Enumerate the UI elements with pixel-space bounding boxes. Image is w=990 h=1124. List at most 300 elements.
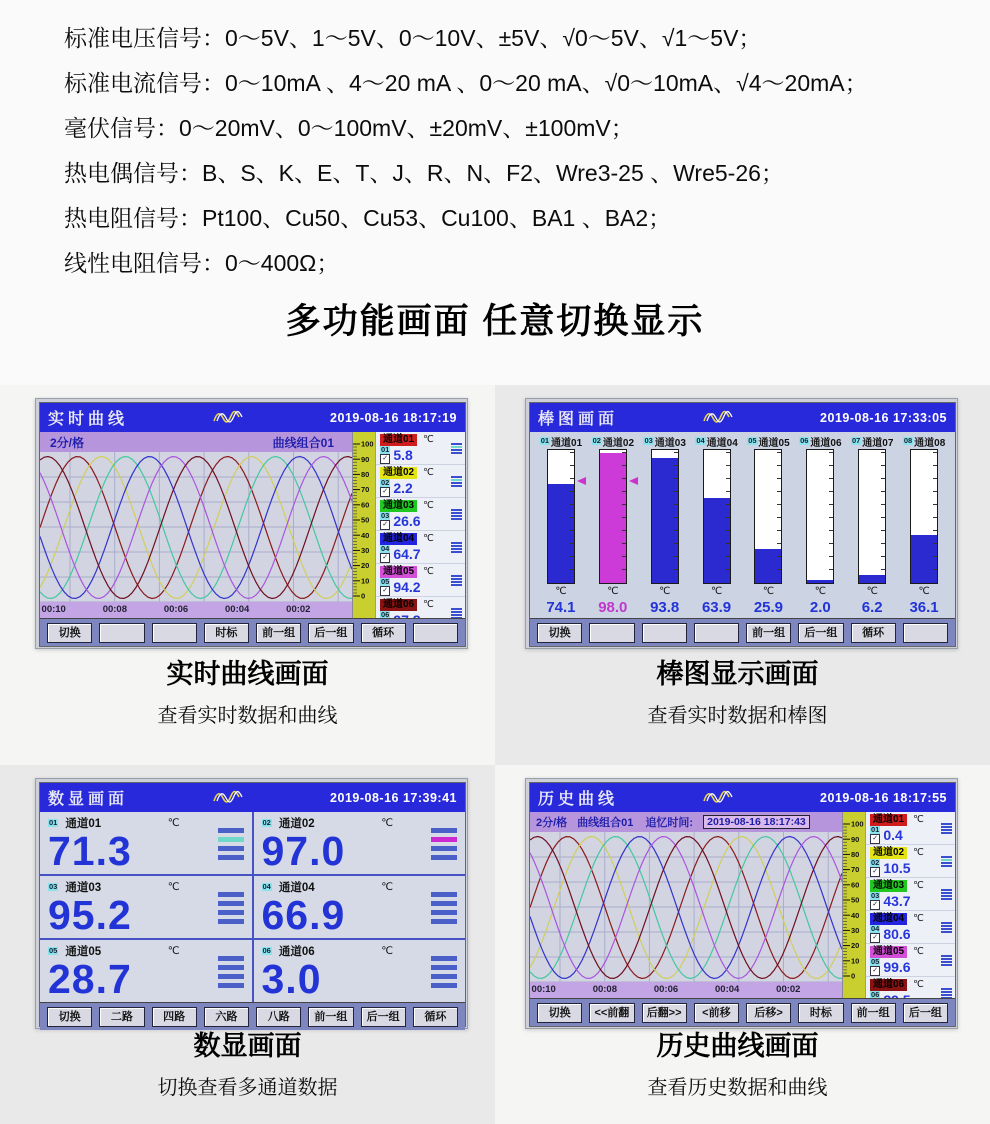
bar-button-6[interactable]: 循环	[851, 623, 896, 643]
channel-checkbox[interactable]: ✓	[380, 553, 390, 563]
bar-gauge	[754, 449, 782, 584]
spec-line	[64, 16, 868, 61]
caption-realtime	[35, 652, 460, 728]
channel-name-chip: 通道04	[380, 533, 417, 545]
digital-screen-body	[39, 782, 466, 1027]
channel-unit: ℃	[423, 467, 434, 478]
channel-unit: ℃	[423, 434, 434, 445]
bar-button-5[interactable]: 后一组	[798, 623, 843, 643]
channel-value: 64.7	[393, 545, 421, 562]
channel-name: 通道02	[278, 817, 315, 830]
bar-channel-column[interactable]	[640, 434, 690, 618]
channel-value: 0.4	[883, 826, 903, 843]
channel-main	[870, 912, 941, 942]
bar-ticks	[674, 452, 678, 581]
channel-header	[380, 598, 451, 611]
history-channel-row[interactable]	[866, 944, 955, 977]
channel-number: 04	[696, 436, 705, 445]
channel-checkbox[interactable]: ✓	[380, 520, 390, 530]
channel-value: 99.6	[883, 958, 911, 975]
digital-button-2[interactable]: 四路	[152, 1007, 197, 1027]
channel-unit: ℃	[423, 566, 434, 577]
bar-channel-header	[747, 434, 789, 448]
screen-title: 历史曲线	[538, 791, 619, 808]
bar-channel-column[interactable]	[744, 434, 794, 618]
channel-name: 通道01	[551, 437, 583, 449]
channel-value: 66.9	[261, 892, 346, 938]
recall-time-value[interactable]: 2019-08-16 18:17:43	[703, 815, 810, 829]
bar-button-bar	[530, 618, 955, 646]
channel-unit: ℃	[913, 946, 924, 957]
curve-group-label: 曲线组合01	[577, 817, 634, 829]
bar-value: 2.0	[809, 599, 831, 616]
channel-header	[380, 433, 451, 446]
bar-value: 63.9	[701, 599, 732, 616]
channel-number: 05	[748, 436, 757, 445]
bar-button-blank-3[interactable]	[694, 623, 739, 643]
digital-channel-cell[interactable]	[40, 876, 254, 938]
bar-channel-header	[540, 434, 582, 448]
bar-unit: ℃	[814, 586, 826, 597]
time-label: 00:02	[776, 984, 801, 995]
brand-wave-logo-icon	[212, 410, 246, 429]
digital-channel-cell[interactable]	[40, 940, 254, 1002]
bar-ticks	[622, 452, 626, 581]
channel-name-chip: 通道02	[380, 467, 417, 479]
bar-channel-header	[903, 434, 945, 448]
channel-name: 通道06	[810, 437, 842, 449]
channel-trend-icon	[451, 509, 462, 520]
channel-number: 06	[262, 945, 271, 955]
digital-button-7[interactable]: 循环	[413, 1007, 458, 1027]
realtime-button-bar	[40, 618, 465, 646]
channel-header	[870, 912, 941, 925]
history-channel-row[interactable]	[866, 845, 955, 878]
channel-number: 02	[592, 436, 601, 445]
brand-wave-logo-icon	[702, 410, 736, 429]
channel-header	[870, 879, 941, 892]
time-label: 00:04	[715, 984, 740, 995]
digital-row	[40, 876, 465, 940]
channel-value: 10.5	[883, 859, 911, 876]
history-button-1[interactable]: <<前翻	[589, 1003, 634, 1023]
bar-channel-header	[643, 434, 685, 448]
spec-label: 毫伏信号：	[64, 115, 179, 141]
section-headline: 多功能画面 任意切换显示	[285, 302, 705, 341]
channel-unit: ℃	[167, 816, 180, 829]
digital-cell-main	[48, 879, 214, 936]
bar-value: 93.8	[650, 599, 680, 616]
spec-value: 0～10mA 、4～20 mA 、0～20 mA、√0～10mA、√4～20mA；	[225, 70, 868, 96]
channel-number: 01	[540, 436, 550, 445]
channel-number: 06	[871, 989, 880, 999]
channel-main	[380, 466, 451, 496]
channel-name-chip: 通道06	[870, 979, 907, 991]
channel-trend-icon	[427, 815, 457, 872]
bar-unit: ℃	[659, 586, 671, 597]
screen-title: 棒图画面	[538, 411, 619, 428]
channel-value: 28.7	[48, 956, 132, 1002]
channel-header	[870, 846, 941, 859]
screen-title: 实时曲线	[48, 411, 129, 428]
channel-number: 01	[381, 444, 390, 454]
channel-trend-icon	[451, 443, 462, 454]
bar-channel-column[interactable]	[536, 434, 586, 618]
svg-text:70: 70	[851, 865, 860, 875]
spec-line	[64, 106, 868, 151]
bar-unit: ℃	[607, 586, 619, 597]
channel-number: 05	[871, 956, 880, 966]
realtime-button-3[interactable]: 时标	[204, 623, 249, 643]
channel-number: 04	[871, 923, 880, 933]
time-label: 00:02	[286, 604, 311, 615]
channel-num-block	[380, 446, 390, 464]
channel-name-chip: 通道02	[870, 847, 907, 859]
caption-title: 历史曲线画面	[656, 1031, 819, 1061]
channel-value-line	[870, 892, 941, 909]
realtime-channel-row[interactable]	[376, 432, 465, 465]
bar-unit: ℃	[866, 586, 878, 597]
bar-channel-header	[799, 434, 841, 448]
realtime-channel-row[interactable]	[376, 498, 465, 531]
channel-checkbox[interactable]: ✓	[380, 487, 390, 497]
history-title-bar	[530, 783, 955, 812]
bar-channel-column[interactable]	[847, 434, 897, 618]
screen-datetime: 2019-08-16 17:33:05	[820, 410, 947, 425]
channel-number: 03	[381, 510, 390, 520]
digital-channel-cell[interactable]	[254, 812, 466, 874]
realtime-channel-row[interactable]	[376, 465, 465, 498]
svg-text:20: 20	[851, 941, 860, 951]
history-channel-row[interactable]	[866, 911, 955, 944]
channel-num-block	[870, 892, 880, 910]
channel-unit: ℃	[913, 847, 924, 858]
signal-spec-list	[64, 16, 868, 286]
history-button-0[interactable]: 切换	[537, 1003, 582, 1023]
bar-screen-body	[529, 402, 956, 647]
channel-num-block	[380, 479, 390, 497]
svg-text:100: 100	[851, 819, 864, 829]
bar-ticks	[829, 452, 833, 581]
screen-datetime: 2019-08-16 17:39:41	[330, 790, 457, 805]
channel-trend-icon	[451, 542, 462, 553]
bar-channel-header	[695, 434, 737, 448]
digital-channel-cell[interactable]	[254, 940, 466, 1002]
channel-checkbox[interactable]: ✓	[870, 834, 880, 844]
history-button-3[interactable]: <前移	[694, 1003, 739, 1023]
history-button-5[interactable]: 时标	[798, 1003, 843, 1023]
channel-name-chip: 通道03	[380, 500, 417, 512]
realtime-screen-body	[39, 402, 466, 647]
bar-channel-column[interactable]	[899, 434, 949, 618]
spec-line	[64, 241, 868, 286]
bar-button-0[interactable]: 切换	[537, 623, 582, 643]
channel-main	[380, 532, 451, 562]
history-screen-body	[529, 782, 956, 1027]
channel-unit: ℃	[913, 880, 924, 891]
bar-gauge	[651, 449, 679, 584]
digital-button-6[interactable]: 后一组	[361, 1007, 406, 1027]
channel-value-line	[870, 958, 941, 975]
channel-header	[380, 499, 451, 512]
channel-header	[380, 466, 451, 479]
channel-trend-icon	[941, 856, 952, 867]
history-button-7[interactable]: 后一组	[903, 1003, 948, 1023]
bar-button-blank-1[interactable]	[589, 623, 634, 643]
channel-name-chip: 通道01	[870, 814, 907, 826]
channel-checkbox[interactable]: ✓	[870, 966, 880, 976]
channel-value-line	[380, 512, 451, 529]
channel-value-line	[380, 446, 451, 463]
caption-subtitle: 查看实时数据和棒图	[647, 705, 828, 727]
digital-button-5[interactable]: 前一组	[308, 1007, 353, 1027]
channel-name-chip: 通道06	[380, 599, 417, 611]
realtime-button-5[interactable]: 后一组	[308, 623, 353, 643]
bar-channel-column[interactable]	[795, 434, 845, 618]
svg-text:30: 30	[361, 546, 370, 555]
channel-value: 5.8	[393, 446, 413, 463]
history-curve-screen	[525, 778, 958, 1029]
channel-number: 06	[381, 609, 390, 619]
curve-info-band	[530, 812, 842, 832]
channel-trend-icon	[451, 575, 462, 586]
channel-unit: ℃	[423, 599, 434, 610]
channel-main	[380, 565, 451, 595]
digital-cell-main	[48, 943, 214, 1000]
channel-value: 43.7	[883, 892, 911, 909]
channel-main	[380, 499, 451, 529]
time-label: 00:08	[592, 984, 618, 995]
channel-value-line	[380, 578, 451, 595]
digital-button-3[interactable]: 六路	[204, 1007, 249, 1027]
svg-text:90: 90	[361, 454, 370, 464]
bar-ticks	[881, 452, 885, 581]
caption-title: 数显画面	[193, 1031, 302, 1061]
digital-button-0[interactable]: 切换	[47, 1007, 92, 1027]
channel-value: 97.0	[261, 828, 346, 874]
channel-name: 通道04	[706, 437, 738, 449]
bar-button-blank-7[interactable]	[903, 623, 948, 643]
bar-gauge	[703, 449, 731, 584]
channel-number: 05	[381, 576, 390, 586]
bar-unit: ℃	[555, 586, 567, 597]
bar-value: 25.9	[753, 599, 784, 616]
channel-main	[870, 945, 941, 975]
channel-unit: ℃	[381, 880, 393, 893]
channel-name: 通道04	[278, 881, 315, 894]
digital-button-1[interactable]: 二路	[99, 1007, 144, 1027]
bar-channel-column[interactable]	[692, 434, 742, 618]
bar-unit: ℃	[762, 586, 775, 597]
spec-label: 热电阻信号：	[64, 205, 202, 231]
channel-main	[870, 879, 941, 909]
svg-text:60: 60	[851, 880, 860, 890]
curve-group-label: 曲线组合01	[272, 435, 334, 450]
time-label: 00:10	[41, 604, 66, 615]
channel-number: 03	[871, 890, 880, 900]
bar-button-blank-2[interactable]	[642, 623, 687, 643]
channel-number: 04	[381, 543, 390, 553]
channel-checkbox[interactable]: ✓	[380, 454, 390, 464]
spec-line	[64, 151, 868, 196]
time-label: 00:06	[653, 984, 679, 995]
channel-unit: ℃	[423, 500, 434, 511]
realtime-button-blank-1[interactable]	[99, 623, 144, 643]
realtime-button-6[interactable]: 循环	[361, 623, 406, 643]
channel-name-chip: 通道05	[870, 946, 907, 958]
bar-value: 6.2	[861, 599, 883, 616]
history-button-2[interactable]: 后翻>>	[642, 1003, 687, 1023]
spec-value: B、S、K、E、T、J、R、N、F2、Wre3-25 、Wre5-26；	[202, 160, 784, 186]
channel-name: 通道02	[602, 437, 635, 449]
channel-header	[870, 978, 941, 991]
channel-name: 通道06	[278, 945, 315, 958]
channel-number: 05	[49, 945, 58, 955]
channel-checkbox[interactable]: ✓	[870, 933, 880, 943]
channel-trend-icon	[427, 879, 457, 936]
history-curve-plot	[530, 832, 842, 982]
channel-name-chip: 通道03	[870, 880, 907, 892]
svg-text:10: 10	[361, 576, 370, 586]
bar-value: 36.1	[909, 599, 939, 616]
time-label: 00:10	[531, 984, 556, 995]
screen-datetime: 2019-08-16 18:17:19	[330, 410, 457, 425]
bar-button-4[interactable]: 前一组	[746, 623, 791, 643]
value-scale-bar	[842, 812, 865, 998]
bar-columns-area	[530, 432, 955, 618]
time-label: 00:06	[163, 604, 189, 615]
svg-text:80: 80	[361, 470, 370, 479]
bar-value: 98.0	[598, 599, 628, 616]
spec-label: 标准电压信号：	[64, 25, 225, 51]
channel-unit: ℃	[167, 880, 180, 893]
history-button-6[interactable]: 前一组	[851, 1003, 896, 1023]
caption-subtitle: 查看历史数据和曲线	[647, 1077, 828, 1099]
channel-name: 通道08	[914, 437, 946, 449]
spec-line	[64, 61, 868, 106]
realtime-button-blank-7[interactable]	[413, 623, 458, 643]
time-label: 00:08	[102, 604, 128, 615]
channel-name: 通道05	[65, 945, 102, 958]
channel-header	[870, 945, 941, 958]
history-main-area	[530, 812, 955, 998]
time-label: 00:04	[225, 604, 250, 615]
channel-num-block	[380, 578, 390, 596]
channel-number: 08	[903, 436, 913, 445]
spec-label: 热电偶信号：	[64, 160, 202, 186]
channel-header	[870, 813, 941, 826]
channel-trend-icon	[941, 988, 952, 999]
digital-cell-main	[262, 879, 428, 936]
channel-trend-icon	[941, 922, 952, 933]
realtime-button-blank-2[interactable]	[152, 623, 197, 643]
history-button-bar	[530, 998, 955, 1026]
svg-text:40: 40	[361, 530, 370, 540]
channel-value-line	[380, 545, 451, 562]
brand-wave-logo-icon	[212, 790, 246, 809]
channel-number: 01	[49, 817, 58, 827]
setpoint-marker-icon	[577, 477, 586, 485]
realtime-button-4[interactable]: 前一组	[256, 623, 301, 643]
channel-value: 71.3	[48, 828, 132, 874]
channel-unit: ℃	[913, 814, 924, 825]
caption-subtitle: 切换查看多通道数据	[157, 1077, 338, 1099]
curve-chart-column	[40, 432, 352, 618]
history-button-4[interactable]: 后移>	[746, 1003, 791, 1023]
svg-text:0: 0	[361, 591, 366, 601]
svg-text:50: 50	[851, 895, 860, 905]
screen-datetime: 2019-08-16 18:17:55	[820, 790, 947, 805]
channel-unit: ℃	[913, 913, 924, 924]
channel-checkbox[interactable]: ✓	[870, 867, 880, 877]
realtime-button-0[interactable]: 切换	[47, 623, 92, 643]
realtime-channel-row[interactable]	[376, 564, 465, 597]
digital-title-bar	[40, 783, 465, 812]
caption-subtitle: 查看实时数据和曲线	[157, 705, 338, 727]
channel-header	[380, 532, 451, 545]
caption-bar	[525, 652, 950, 728]
time-axis-band	[530, 982, 842, 998]
spec-value: 0～400Ω；	[225, 250, 340, 276]
channel-name: 通道03	[65, 881, 102, 894]
curve-chart-column	[530, 812, 842, 998]
channel-name: 通道03	[654, 437, 686, 449]
digital-row	[40, 812, 465, 876]
channel-unit: ℃	[423, 533, 434, 544]
channel-checkbox[interactable]: ✓	[380, 586, 390, 596]
channel-trend-icon	[451, 608, 462, 619]
channel-value: 2.2	[393, 479, 413, 496]
digital-button-4[interactable]: 八路	[256, 1007, 301, 1027]
digital-channel-cell[interactable]	[254, 876, 466, 938]
bar-channel-column[interactable]	[588, 434, 638, 618]
channel-number: 06	[800, 436, 809, 445]
bar-unit: ℃	[710, 586, 723, 597]
channel-name-chip: 通道01	[380, 434, 417, 446]
channel-number: 03	[644, 436, 653, 445]
channel-trend-icon	[451, 476, 462, 487]
channel-header	[380, 565, 451, 578]
recall-time-label: 追忆时间:	[645, 817, 694, 829]
bar-ticks	[726, 452, 730, 581]
caption-digital	[35, 1024, 460, 1100]
bar-channel-header	[592, 434, 634, 448]
channel-trend-icon	[214, 943, 244, 1000]
svg-text:20: 20	[361, 561, 370, 571]
channel-trend-icon	[427, 943, 457, 1000]
channel-num-block	[380, 545, 390, 563]
channel-trend-icon	[941, 823, 952, 834]
channel-name: 通道07	[862, 437, 894, 449]
digital-cell-main	[48, 815, 214, 872]
digital-channel-cell[interactable]	[40, 812, 254, 874]
channel-unit: ℃	[167, 944, 180, 957]
svg-text:80: 80	[851, 850, 860, 859]
channel-value: 94.2	[393, 578, 421, 595]
history-channel-row[interactable]	[866, 878, 955, 911]
realtime-main-area	[40, 432, 465, 618]
channel-num-block	[380, 512, 390, 530]
bar-graph-screen	[525, 398, 958, 649]
channel-number: 03	[49, 881, 58, 891]
bar-unit: ℃	[918, 586, 930, 597]
svg-text:70: 70	[361, 485, 370, 495]
channel-name: 通道01	[65, 817, 102, 830]
history-channel-row[interactable]	[866, 812, 955, 845]
channel-checkbox[interactable]: ✓	[870, 900, 880, 910]
channel-num-block	[870, 859, 880, 877]
realtime-channel-row[interactable]	[376, 531, 465, 564]
